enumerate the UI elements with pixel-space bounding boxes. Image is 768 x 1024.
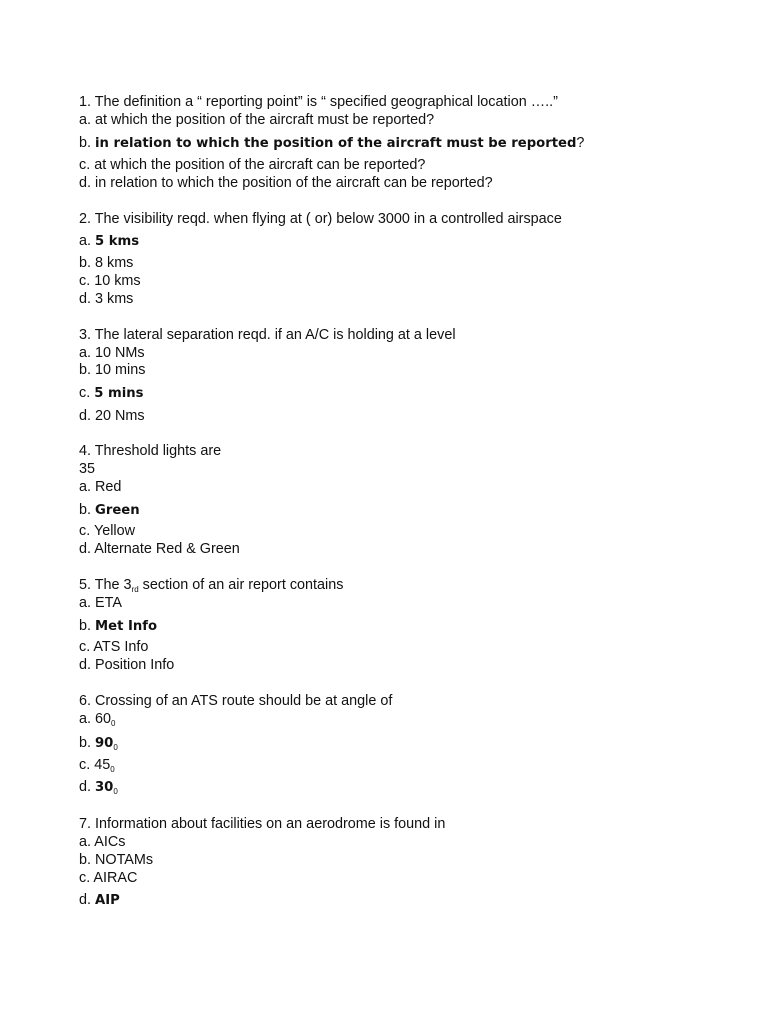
option-text-bold: Green [95, 503, 140, 518]
stem-text: 5. The 3 [79, 577, 132, 593]
option-text: Yellow [93, 523, 136, 539]
question-1-option-b [79, 134, 584, 153]
question-6-option-d [79, 778, 118, 801]
option-text-bold: 30 [95, 780, 114, 795]
degree-mark: 0 [113, 787, 118, 796]
question-1-option-a [79, 111, 434, 129]
question-6-stem: 6. Crossing of an ATS route should be at angle of [79, 693, 393, 709]
option-letter: d. [79, 892, 95, 908]
option-text: NOTAMs [95, 852, 154, 868]
option-letter: a. [79, 479, 95, 495]
question-2-option-b [79, 254, 133, 272]
option-letter: c. [79, 639, 94, 655]
option-letter: b. [79, 852, 95, 868]
option-letter: c. [79, 523, 94, 539]
question-4-option-d [79, 540, 240, 558]
option-text-bold: 90 [95, 736, 114, 751]
option-text: Alternate Red & Green [94, 541, 240, 557]
option-letter: a. [79, 233, 95, 249]
question-5-option-a [79, 594, 122, 612]
question-1-stem: 1. The definition a “ reporting point” is “ specified geographical location …..” [79, 94, 558, 110]
question-4-stem: 4. Threshold lights are [79, 443, 222, 459]
option-text: 60 [95, 711, 112, 727]
option-text: 3 kms [95, 291, 134, 307]
option-letter: a. [79, 834, 95, 850]
page-number: 35 [79, 461, 96, 477]
question-6-option-a [79, 710, 115, 733]
question-5-option-b [79, 617, 157, 636]
option-text-bold: in relation to which the position of the aircraft must be reported [95, 136, 577, 151]
question-3-option-d [79, 407, 145, 425]
question-7-option-c [79, 869, 137, 887]
question-5-option-c [79, 638, 148, 656]
option-text: 45 [94, 757, 111, 773]
option-letter: d. [79, 175, 95, 191]
option-letter: c. [79, 385, 95, 401]
option-letter: d. [79, 291, 95, 307]
question-7-stem: 7. Information about facilities on an aerodrome is found in [79, 816, 446, 832]
option-text: 10 mins [95, 362, 146, 378]
option-text: 10 kms [94, 273, 141, 289]
question-7-option-d [79, 891, 120, 910]
question-1-option-c [79, 156, 425, 174]
stem-text: section of an air report contains [138, 577, 344, 593]
question-6-option-c [79, 756, 115, 779]
option-letter: c. [79, 273, 95, 289]
question-3-option-c [79, 384, 143, 403]
option-text-bold: 5 mins [94, 386, 144, 401]
question-4-option-a [79, 478, 121, 496]
question-7-option-b [79, 851, 153, 869]
option-text: AIRAC [93, 870, 138, 886]
option-letter: b. [79, 135, 95, 151]
option-letter: d. [79, 541, 95, 557]
option-letter: a. [79, 345, 95, 361]
option-text: ATS Info [93, 639, 149, 655]
option-letter: a. [79, 112, 95, 128]
option-letter: c. [79, 157, 95, 173]
option-text: 20 Nms [95, 408, 145, 424]
question-7-option-a [79, 833, 125, 851]
option-letter: b. [79, 618, 95, 634]
option-letter: b. [79, 255, 95, 271]
option-letter: d. [79, 657, 95, 673]
question-3-option-b [79, 361, 145, 379]
question-2-option-d [79, 290, 133, 308]
degree-mark: 0 [110, 765, 115, 774]
option-suffix: ? [576, 135, 585, 151]
ordinal-suffix: rd [131, 585, 139, 594]
option-text-bold: AIP [95, 893, 120, 908]
option-text: in relation to which the position of the aircraft can be reported? [95, 175, 493, 191]
question-5-option-d [79, 656, 174, 674]
question-2-option-a [79, 232, 139, 251]
option-text: 8 kms [95, 255, 134, 271]
option-text: AICs [94, 834, 126, 850]
question-4-option-c [79, 522, 135, 540]
degree-mark: 0 [113, 743, 118, 752]
option-text: at which the position of the aircraft can be reported? [94, 157, 426, 173]
option-letter: c. [79, 757, 95, 773]
option-letter: b. [79, 735, 95, 751]
option-letter: d. [79, 408, 95, 424]
option-letter: c. [79, 870, 94, 886]
option-text: Red [95, 479, 122, 495]
question-2-option-c [79, 272, 141, 290]
option-text: 10 NMs [95, 345, 145, 361]
question-6-option-b [79, 734, 118, 757]
option-letter: d. [79, 779, 95, 795]
question-2-stem: 2. The visibility reqd. when flying at ( or) below 3000 in a controlled airspace [79, 211, 562, 227]
question-1-option-d [79, 174, 493, 192]
question-3-stem: 3. The lateral separation reqd. if an A/C is holding at a level [79, 327, 456, 343]
option-text-bold: Met Info [95, 619, 158, 634]
degree-mark: 0 [111, 719, 116, 728]
option-letter: a. [79, 595, 95, 611]
option-letter: b. [79, 502, 95, 518]
option-text: ETA [95, 595, 122, 611]
option-letter: a. [79, 711, 95, 727]
option-text: Position Info [95, 657, 175, 673]
option-text: at which the position of the aircraft must be reported? [95, 112, 435, 128]
question-3-option-a [79, 344, 145, 362]
option-text-bold: 5 kms [95, 234, 140, 249]
option-letter: b. [79, 362, 95, 378]
question-4-option-b [79, 501, 140, 520]
